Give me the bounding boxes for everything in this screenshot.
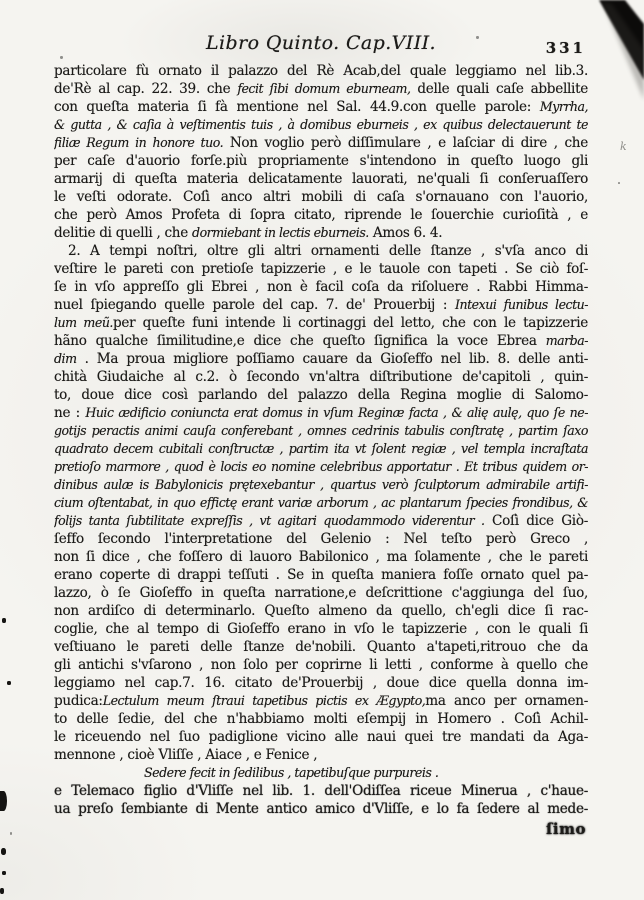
text-line (54, 224, 588, 242)
roman-text: ma anco per ornamen- (425, 693, 588, 709)
text-line (54, 566, 588, 584)
text-line (54, 314, 588, 332)
roman-text: ſe in vſo appreſſo gli Ebrei , non è facil coſa da riſoluere . Rabbi Himma- (54, 279, 588, 295)
roman-text: nuel ſpiegando quelle parole del cap. 7. de' Prouerbij : (54, 297, 456, 313)
roman-text: non ſi dice , che foſſero di lauoro Babilonico , ma ſolamente , che le pareti (54, 549, 588, 565)
text-line (54, 620, 588, 638)
roman-text: Coſì dice Giò- (484, 513, 588, 529)
roman-text: gli antichi s'vſarono , non ſolo per coprirne li letti , conforme à quello che (54, 657, 588, 673)
text-line (54, 512, 588, 530)
latin-italic-text: Intexui funibus lectu- (455, 297, 588, 312)
text-line (54, 386, 588, 404)
roman-text: coglie, che al tempo di Gioſeffo erano in vſo le tapizzerie , con le quali ſi (54, 621, 588, 637)
roman-text: Non voglio però diſſimulare , e laſciar di dire , che (223, 135, 588, 151)
roman-text: 2. A tempi noſtri, oltre gli altri ornamenti delle ſtanze , s'vſa anco di (68, 243, 588, 259)
roman-text: armarij di queſta materia delicatamente lauorati, ne'quali ſi conſeruaſſero (54, 171, 588, 187)
latin-italic-text: marba- (545, 333, 588, 348)
roman-text: le veſti odorate. Coſì anco altri mobili di caſa s'ornauano con l'auorio, (54, 189, 588, 205)
roman-text: . Ma proua migliore poſſiamo cauare da Gioſeffo nel lib. 8. delle anti- (76, 351, 588, 367)
latin-italic-text: Sedere fecit in ſedilibus , tapetibuſque purpureis . (144, 765, 439, 780)
roman-text: particolare fù ornato il palazzo del Rè Acab,del quale leggiamo nel lib.3. (54, 63, 588, 79)
roman-text: non ardiſco di determinarlo. Queſto almeno da quello, ch'egli dice ſi rac- (54, 603, 588, 619)
text-line (54, 674, 588, 692)
latin-italic-text: dormiebant in lectis eburneis. (192, 225, 369, 240)
latin-italic-text: filiæ Regum in honore tuo. (54, 135, 224, 150)
text-line (54, 80, 588, 98)
roman-text: per caſe d'auorio forſe.più propriamente s'intendono in queſto luogo gli (54, 153, 588, 169)
text-line (54, 278, 588, 296)
roman-text: lazzo, ò ſe Gioſeffo in queſta narratione,e deſcrittione c'aggiunga del ſuo, (54, 585, 588, 601)
text-line (54, 404, 588, 422)
roman-text: delle quali caſe abbellite (410, 81, 588, 97)
text-line (54, 152, 588, 170)
text-line (54, 422, 588, 440)
roman-text: hãno qualche ſimilitudine,e dice che queſto ſignifica la voce Ebrea (54, 333, 546, 349)
latin-italic-text: dim (54, 351, 77, 366)
running-head (54, 30, 588, 60)
text-line (54, 188, 588, 206)
text-line (54, 692, 588, 710)
roman-text: pudica: (54, 693, 103, 709)
latin-italic-text: cium oſtentabat, in quo effictę erant variæ arborum , ac plantarum ſpecies frondibus, & (54, 495, 588, 510)
roman-text: veſtire le pareti con pretioſe tapizzerie , e le tauole con tapeti . Se ciò foſ- (54, 261, 588, 277)
ink-speck (7, 681, 11, 685)
latin-italic-text: pretioſo marmore , quod è locis eo nomine celebribus apportatur . Et tribus quidem or- (54, 459, 588, 474)
text-line (54, 296, 588, 314)
ink-speck (2, 618, 6, 623)
margin-mark: k (620, 140, 627, 153)
latin-italic-text: Huic ædificio coniuncta erat domus in vſum Reginæ facta , & alię aulę, quo ſe ne- (85, 405, 588, 420)
text-line (54, 764, 588, 782)
text-line (54, 116, 588, 134)
text-line (54, 170, 588, 188)
text-line (54, 260, 588, 278)
text-line (54, 782, 588, 800)
latin-italic-text: Myrrha, (539, 99, 588, 114)
text-line (54, 134, 588, 152)
latin-italic-text: dinibus aulæ is Babylonicis prętexebantur , quartus verò ſculptorum admirabile artifi- (54, 477, 588, 492)
roman-text: veſtiuano le pareti delle ſtanze de'nobili. Quanto a'tapeti,ritrouo che da (54, 639, 588, 655)
roman-text: to, doue dice così parlando del palazzo della Regina moglie di Salomo- (54, 387, 588, 403)
roman-text: leggiamo nel cap.7. 16. citato de'Prouerbij , doue dice quella donna im- (54, 675, 588, 691)
text-line (54, 548, 588, 566)
text-line (54, 440, 588, 458)
text-line (54, 494, 588, 512)
text-line (54, 638, 588, 656)
roman-text: to delle ſedie, del che n'habbiamo molti eſempij in Homero . Coſì Achil- (54, 711, 588, 727)
text-line (54, 656, 588, 674)
text-line (54, 530, 588, 548)
text-line (54, 458, 588, 476)
ink-speck (0, 791, 7, 811)
roman-text: ſeffo ſecondo l'interpretatione del Gelenio : Nel teſto però Greco , (54, 531, 588, 547)
roman-text: erano coperte di drappi teſſuti . Se in queſta maniera foſſe ornato quel pa- (54, 567, 588, 583)
roman-text: e Telemaco figlio d'Vliſſe nel lib. 1. dell'Odiſſea riceue Minerua , c'haue- (54, 783, 588, 799)
text-line (54, 800, 588, 818)
latin-italic-text: lum meũ. (54, 315, 113, 330)
page-number: 331 (545, 39, 586, 57)
ink-speck (0, 888, 4, 894)
roman-text: con queſta materia ſi fà mentione nel Sal. 44.9.con quelle parole: (54, 99, 540, 115)
roman-text: per queſte funi intende li cortinaggi del letto, che con le tapizzerie (112, 315, 588, 331)
text-line (54, 368, 588, 386)
ink-speck (618, 182, 620, 184)
roman-text: mennone , cioè Vliſſe , Aiace , e Fenice , (54, 747, 318, 763)
roman-text: delitie di quelli , che (54, 225, 193, 241)
latin-italic-text: folijs tanta ſubtilitate expreſſis , vt agitari quodammodo viderentur . (54, 513, 485, 528)
ink-speck (2, 871, 6, 875)
ink-speck (476, 36, 479, 39)
roman-text: de'Rè al cap. 22. 39. che (54, 81, 238, 97)
page-title: Libro Quinto. Cap.VIII. (206, 32, 436, 54)
text-line (54, 206, 588, 224)
catchword: ſimo (545, 820, 586, 838)
latin-italic-text: Lectulum meum ſtraui tapetibus pictis ex Ægypto, (102, 693, 426, 708)
body-text (54, 62, 588, 818)
text-line (54, 476, 588, 494)
latin-italic-text: & gutta , & caſia à veſtimentis tuis , à domibus eburneis , ex quibus delectauerunt te (54, 117, 588, 132)
text-line (54, 584, 588, 602)
roman-text: chità Giudaiche al c.2. ò ſecondo vn'altra diſtributione de'capitoli , quin- (54, 369, 588, 385)
text-line (54, 710, 588, 728)
text-line (54, 332, 588, 350)
text-line (54, 98, 588, 116)
roman-text: che però Amos Profeta di ſopra citato, riprende le ſouerchie curioſità , e (54, 207, 588, 223)
latin-italic-text: gotijs peractis animi cauſa conferebant , omnes cedrinis tabulis conſtratę , partim ſaxo (54, 423, 588, 438)
text-line (54, 602, 588, 620)
text-line (54, 242, 588, 260)
roman-text: ne : (54, 405, 86, 421)
text-line (54, 62, 588, 80)
roman-text: ua preſo ſembiante di Mente antico amico d'Vliſſe, e lo fa ſedere al mede- (54, 801, 588, 817)
text-line (54, 728, 588, 746)
ink-speck (60, 56, 63, 59)
roman-text: Amos 6. 4. (368, 225, 443, 241)
ink-speck (10, 832, 12, 835)
latin-italic-text: quadrato decem cubitali conſtructæ , partim ita vt ſolent regiæ , vel templa incraſtata (54, 441, 588, 456)
text-line (54, 746, 588, 764)
ink-speck (1, 848, 6, 855)
roman-text: le riceuendo nel ſuo padiglione vicino alle naui quei tre mandati da Aga- (54, 729, 588, 745)
scan-corner-mark (514, 0, 644, 160)
latin-italic-text: fecit ſibi domum eburneam, (237, 81, 411, 96)
text-line (54, 350, 588, 368)
